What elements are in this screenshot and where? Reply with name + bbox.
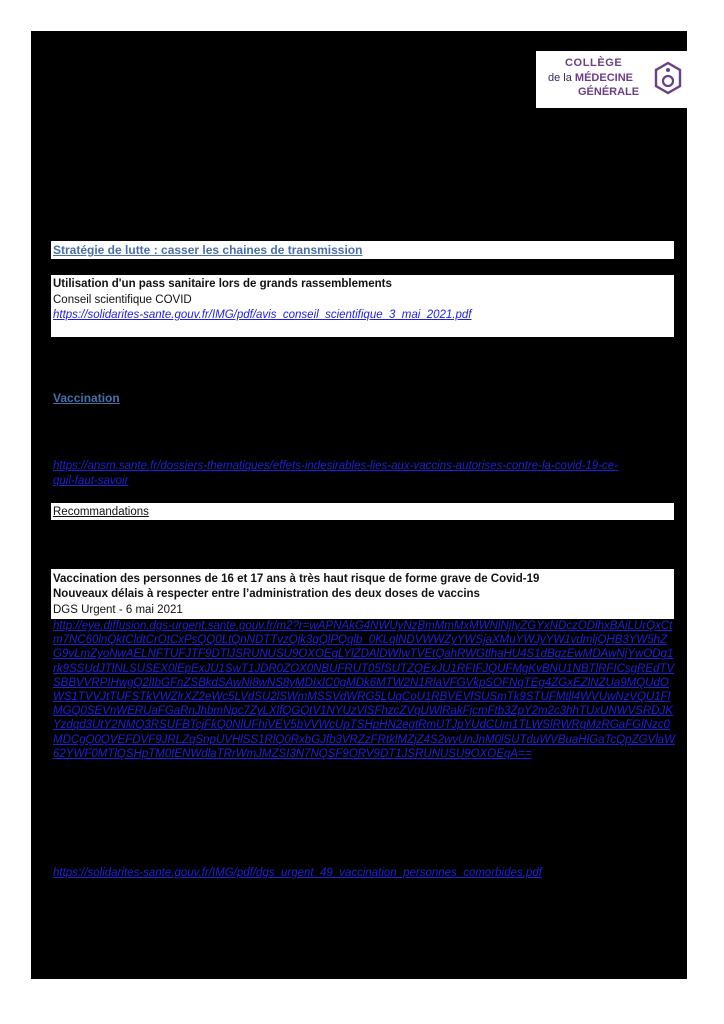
pass-sanitaire-source: Conseil scientifique COVID [53, 294, 192, 306]
pass-sanitaire-title: Utilisation d'un pass sanitaire lors de grands rassemblements [53, 278, 392, 290]
document-page [31, 31, 687, 979]
dgs-urgent-source: DGS Urgent - 6 mai 2021 [53, 604, 183, 616]
ansm-link-line-1[interactable]: https://ansm.sante.fr/dossiers-thematiques/effets-indesirables-lies-aux-vaccins-autorises-contre-la-covid-19-ce- [53, 460, 618, 472]
strategy-heading: Stratégie de lutte : casser les chaines de transmission [53, 243, 363, 257]
logo-line-generale: GÉNÉRALE [578, 86, 640, 98]
vaccination-16-17-title: Vaccination des personnes de 16 et 17 ans à très haut risque de forme grave de Covid-19 [53, 573, 540, 585]
vaccination-delays-title: Nouveaux délais à respecter entre l’administration des deux doses de vaccins [53, 588, 480, 600]
dgs-comorbides-link[interactable]: https://solidarites-sante.gouv.fr/IMG/pdf/dgs_urgent_49_vaccination_personnes_comorbides.pdf [53, 867, 542, 879]
college-medecine-generale-logo [536, 51, 688, 108]
ansm-link-line-2[interactable]: quil-faut-savoir [53, 475, 129, 487]
logo-line-medecine: de la MÉDECINE [548, 72, 633, 84]
logo-line-college: COLLÈGE [565, 57, 623, 69]
hexagon-logo-icon [654, 61, 682, 95]
vaccination-heading: Vaccination [53, 391, 120, 405]
recommandations-label: Recommandations [53, 506, 149, 518]
dgs-diffusion-link[interactable]: http://eye.diffusion.dgs-urgent.sante.gouv.fr/m2?r=wAPNAkG4NWUyNzBmMmMxMWNlNjIyZGYxNDczODlhxBAiLUrQxCtm7NC60lnQktCldtCrOtCxPsQQ0LtQnNDTTvzQjk3qQlPQqlb_0KLqlNDVWWZyYWSjaXMuYWJyYW1vdmljQHB3YW5hZG9vLmZyoNwAELNFTUFJTF9DTlJSRUNUSU9OXOEqLYlZDAlDWIwTVEtQahRWGtlhaHU4S1dBgzEwMDAwNjYwODg1rk9SSUdJTlNLSUSEX0lEpExJU1SwT1JDR0ZOX0NBUFRUT05fSUTZQExJU1RFIFJQUFMgKvBNU1NBTlRFICsgREdTVSBBVVRPIHwgQ2lIbGFnZSBkdSAwNi8wNS8yMDIxIC0gMDk6MTW2N1RlaVFGVkpSOFNqTEg4ZGxEZlNZUa9MQUdOWS1TVVJtTUFSTkVWZlrXZ2eWc5LVdSU2lSWmMSSVdWRG5LUqCoU1RBVEVfSUSmTk9STUFMtll4WVUwNzVQU1FlMGQ0SEVnWERUaFGaRnJhbmNpc7ZyLXlfQGQtV1NYUzVlSFhzcZVqUWlRakFjcmFtb3ZpY2m2c3hhTUxUNWVSRDJKYzdqd3UtY2NMQ3RSUFBTcjFkQ0NlUFhiVEV5bVVWcUpTSHpHN2egtRmUTJpYUdCUm1TLWSlRWRqMzRGaFGlNzc0MDCgQ0QVEFDVF9JRLZqSnpUVHlSS1RlQ0RxbGJfb3VRZzFRtklMZjZ4S2wvUnJnM0lSUTduWVBuaHlGaTcQpZGVlaW62YWF0MTlQSHpTM0tENWdlaTRrWmJMZSI3N7NQSF9ORV9DT1JSRUNUSU9OXOEqA== [53, 620, 676, 760]
pass-sanitaire-link[interactable]: https://solidarites-sante.gouv.fr/IMG/pdf/avis_conseil_scientifique_3_mai_2021.pdf [53, 309, 472, 321]
